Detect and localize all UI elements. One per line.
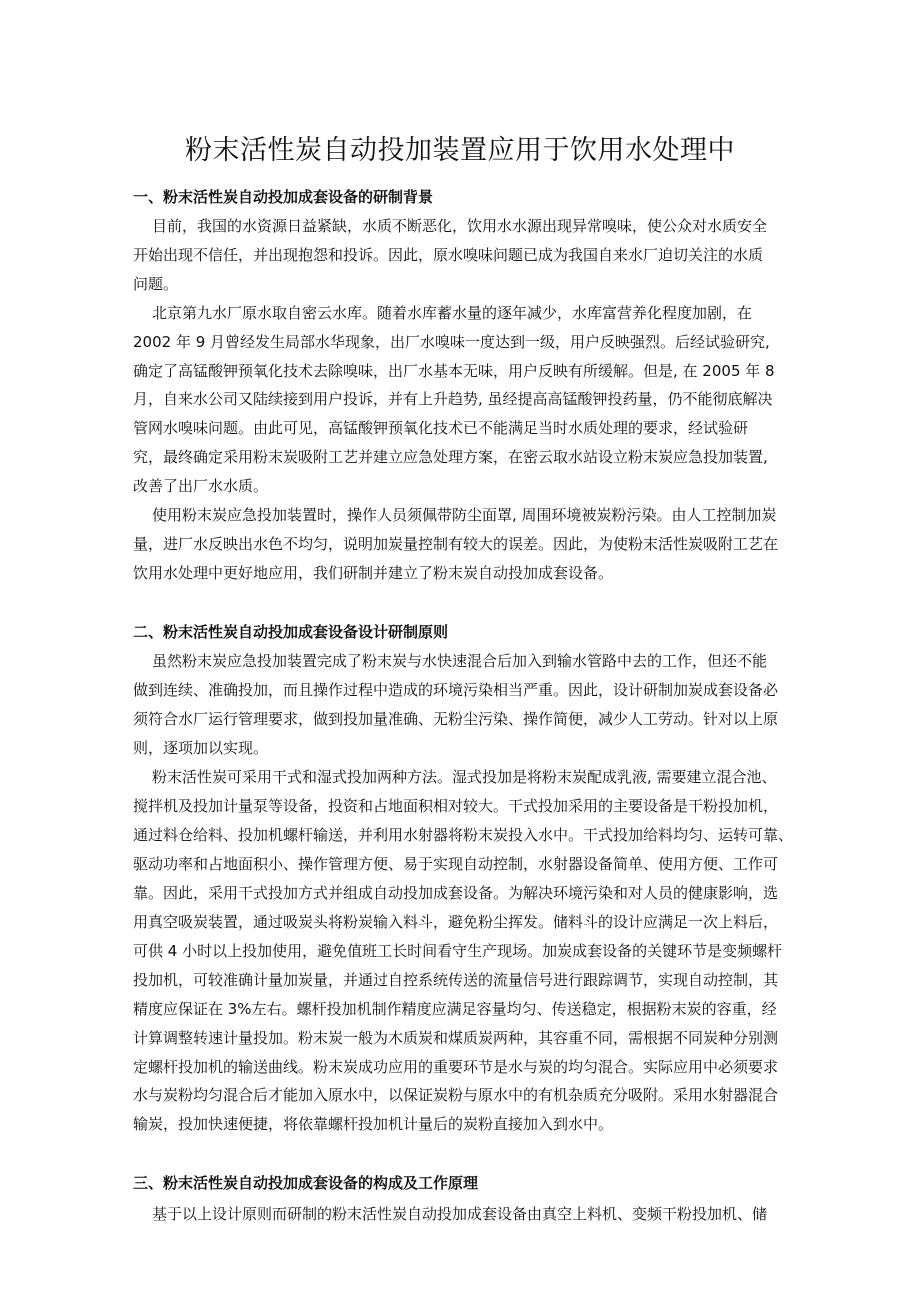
paragraph-line: 水与炭粉均匀混合后才能加入原水中，以保证炭粉与原水中的有机杂质充分吸附。采用水射器混合 [133, 1086, 779, 1104]
paragraph-line: 北京第九水厂原水取自密云水库。随着水库蓄水量的逐年减少，水库富营养化程度加剧，在 [152, 304, 753, 322]
paragraph-line: 基于以上设计原则而研制的粉末活性炭自动投加成套设备由真空上料机、变频干粉投加机、储 [152, 1205, 768, 1223]
section-heading: 三、粉末活性炭自动投加成套设备的构成及工作原理 [133, 1174, 479, 1192]
paragraph-line: 问题。 [133, 275, 179, 293]
paragraph-line: 计算调整转速计量投加。粉末炭一般为木质炭和煤质炭两种，其容重不同，需根据不同炭种分别测 [133, 1029, 779, 1047]
paragraph-line: 输炭，投加快速便捷，将依靠螺杆投加机计量后的炭粉直接加入到水中。 [133, 1115, 614, 1133]
paragraph-line: 饮用水处理中更好地应用，我们研制并建立了粉末炭自动投加成套设备。 [133, 564, 614, 582]
paragraph-line: 目前，我国的水资源日益紧缺，水质不断恶化，饮用水水源出现异常嗅味，使公众对水质安全 [152, 217, 768, 235]
paragraph-line: 投加机，可较准确计量加炭量，并通过自控系统传送的流量信号进行跟踪调节，实现自动控制，其 [133, 971, 779, 989]
paragraph-line: 做到连续、准确投加，而且操作过程中造成的环境污染相当严重。因此，设计研制加炭成套设备必 [133, 681, 779, 699]
paragraph-line: 靠。因此，采用干式投加方式并组成自动投加成套设备。为解决环境污染和对人员的健康影响，选 [133, 884, 779, 902]
paragraph-line: 定螺杆投加机的输送曲线。粉末炭成功应用的重要环节是水与炭的均匀混合。实际应用中必须要求 [133, 1058, 779, 1076]
paragraph-line: 量，进厂水反映出水色不均匀，说明加炭量控制有较大的误差。因此，为使粉末活性炭吸附工艺在 [133, 535, 779, 553]
paragraph-line: 粉末活性炭可采用干式和湿式投加两种方法。湿式投加是将粉末炭配成乳液, 需要建立混合池、 [152, 768, 777, 786]
paragraph-line: 月，自来水公司又陆续接到用户投诉，并有上升趋势, 虽经提高高锰酸钾投药量，仍不能彻底解决 [133, 390, 773, 408]
paragraph-line: 精度应保证在 3%左右。螺杆投加机制作精度应满足容量均匀、传送稳定，根据粉末炭的容重，经 [133, 1000, 777, 1018]
paragraph-line: 须符合水厂运行管理要求，做到投加量准确、无粉尘污染、操作简便，减少人工劳动。针对以上原 [133, 710, 779, 728]
paragraph-line: 2002 年 9 月曾经发生局部水华现象，出厂水嗅味一度达到一级，用户反映强烈。后经试验研究, [133, 333, 770, 351]
paragraph-line: 驱动功率和占地面积小、操作管理方便、易于实现自动控制，水射器设备简单、使用方便、工作可 [133, 855, 779, 873]
section-heading: 二、粉末活性炭自动投加成套设备设计研制原则 [133, 623, 449, 641]
document-title: 粉末活性炭自动投加装置应用于饮用水处理中 [185, 135, 735, 166]
paragraph-line: 究，最终确定采用粉末炭吸附工艺并建立应急处理方案，在密云取水站设立粉末炭应急投加装置, [133, 448, 768, 466]
section-heading: 一、粉末活性炭自动投加成套设备的研制背景 [133, 188, 434, 206]
paragraph-line: 管网水嗅味问题。由此可见，高锰酸钾预氧化技术已不能满足当时水质处理的要求，经试验研 [133, 419, 749, 437]
paragraph-line: 通过料仓给料、投加机螺杆输送，并利用水射器将粉末炭投入水中。干式投加给料均匀、运转可靠、 [133, 826, 794, 844]
paragraph-line: 使用粉末炭应急投加装置时，操作人员须佩带防尘面罩, 周围环境被炭粉污染。由人工控制加炭 [152, 506, 777, 524]
paragraph-line: 改善了出厂水水质。 [133, 477, 269, 495]
paragraph-line: 确定了高锰酸钾预氧化技术去除嗅味，出厂水基本无味，用户反映有所缓解。但是, 在 2005 年 8 [133, 362, 775, 380]
paragraph-line: 搅拌机及投加计量泵等设备，投资和占地面积相对较大。干式投加采用的主要设备是干粉投加机， [133, 797, 779, 815]
paragraph-line: 用真空吸炭装置，通过吸炭头将粉炭输入料斗，避免粉尘挥发。储料斗的设计应满足一次上料后， [133, 913, 779, 931]
paragraph-line: 可供 4 小时以上投加使用，避免值班工长时间看守生产现场。加炭成套设备的关键环节是变频螺杆 [133, 942, 783, 960]
paragraph-line: 则，逐项加以实现。 [133, 739, 269, 757]
paragraph-line: 虽然粉末炭应急投加装置完成了粉末炭与水快速混合后加入到输水管路中去的工作，但还不能 [152, 652, 768, 670]
paragraph-line: 开始出现不信任，并出现抱怨和投诉。因此，原水嗅味问题已成为我国自来水厂迫切关注的水质 [133, 246, 764, 264]
